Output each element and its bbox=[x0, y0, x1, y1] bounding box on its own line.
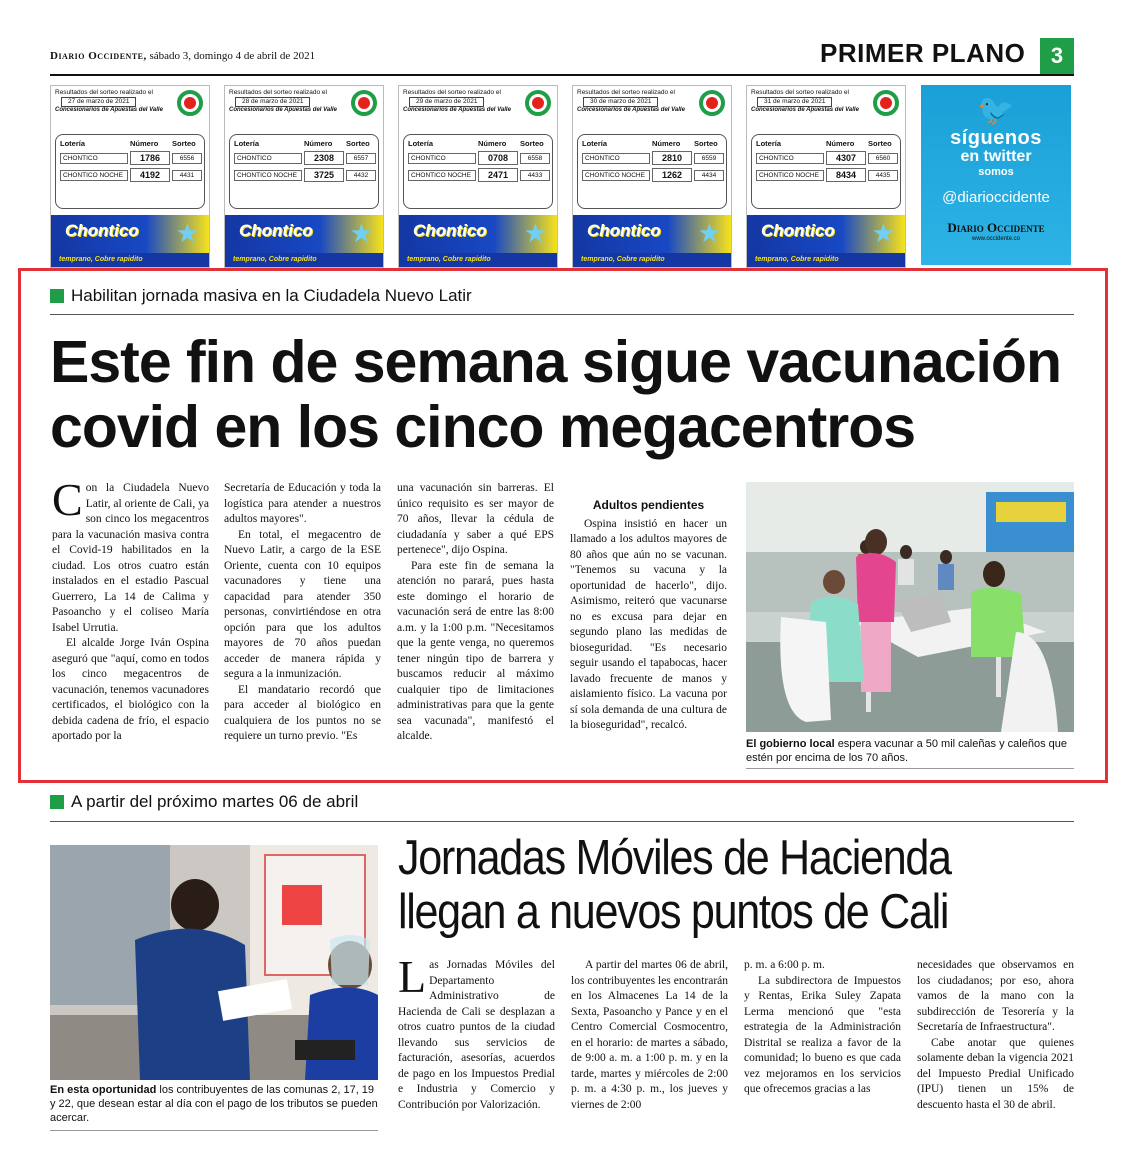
table-row bbox=[582, 151, 722, 165]
paragraph: Para este fin de semana la atención no parará, pues hasta este domingo el horario de vacunación será de entre las 8:00 a.m. y la 1:00 p.m. "Necesitamos que la gente venga, no queremos tener ningún tipo de barrera y buscamos reducir al máximo cualquier tipo de limitaciones administrativas para que la gente sea vacunada", manifestó el alcalde. bbox=[397, 559, 554, 742]
paragraph: p. m. a 6:00 p. m. bbox=[744, 959, 825, 971]
lottery-draw: 6556 bbox=[172, 153, 202, 164]
dropcap: C bbox=[52, 474, 83, 525]
twitter-handle: @diarioccidente bbox=[942, 189, 1050, 206]
col-sorteo: Sorteo bbox=[694, 139, 718, 148]
lottery-table-header bbox=[582, 139, 722, 148]
paragraph: En total, el megacentro de Nuevo Latir, a cargo de la ESE Oriente, cuenta con 10 equipos vacunadores y tiene una capacidad para atender 350 personas, convirtiéndose en otra opción para que los adultos mayores de 70 años puedan acceder de manera rápida y segura a la inmunización. bbox=[224, 528, 381, 680]
article2-headline bbox=[398, 832, 1084, 940]
chontico-logo: Chontico bbox=[239, 221, 313, 240]
lottery-result-card bbox=[746, 85, 906, 268]
lottery-draw: 4434 bbox=[694, 170, 724, 181]
lottery-name: CHONTICO bbox=[60, 153, 128, 164]
chontico-banner bbox=[225, 215, 383, 253]
table-row bbox=[60, 151, 200, 165]
lottery-number: 2471 bbox=[478, 168, 518, 182]
lottery-number: 4307 bbox=[826, 151, 866, 165]
article2-kicker-text: A partir del próximo martes 06 de abril bbox=[71, 792, 359, 811]
paragraph: Ospina insistió en hacer un llamado a los adultos mayores de 80 años que aún no se vacunan. "Tenemos su vacuna y la oportunidad de hacerlo", dijo. Asimismo, reiteró que vacunarse no es excusa para dejar en segundo plano las medidas de bioseguridad. "Es necesario seguir usando el tapabocas, hacer lavado frecuente de manos y aislamiento físico. La vacuna por sí sola demanda de una cultura de la bioseguridad", recalcó. bbox=[570, 517, 727, 731]
lottery-table bbox=[55, 134, 205, 209]
juegos-logo-icon bbox=[351, 90, 377, 116]
kicker-rule bbox=[50, 821, 1074, 822]
twitter-follow-text: síguenos bbox=[950, 127, 1042, 149]
lottery-table bbox=[577, 134, 727, 209]
col-sorteo: Sorteo bbox=[172, 139, 196, 148]
lottery-name: CHONTICO NOCHE bbox=[408, 170, 476, 181]
caption-lead: En esta oportunidad bbox=[50, 1084, 157, 1096]
article1-column-3 bbox=[397, 481, 554, 745]
col-sorteo: Sorteo bbox=[346, 139, 370, 148]
page-number: 3 bbox=[1040, 38, 1074, 74]
article2-headline-line2: llegan a nuevos puntos de Cali bbox=[398, 884, 949, 939]
table-row bbox=[756, 168, 896, 182]
chontico-logo: Chontico bbox=[587, 221, 661, 240]
col-numero: Número bbox=[652, 139, 681, 148]
lottery-draw: 4432 bbox=[346, 170, 376, 181]
lottery-result-card bbox=[224, 85, 384, 268]
lottery-header bbox=[51, 86, 209, 132]
lottery-table-header bbox=[60, 139, 200, 148]
juegos-logo-icon bbox=[525, 90, 551, 116]
chontico-slogan: temprano, Cobre rapidito bbox=[51, 253, 209, 267]
col-loteria: Lotería bbox=[234, 139, 260, 148]
lottery-number: 1262 bbox=[652, 168, 692, 182]
article2-column-4 bbox=[917, 958, 1074, 1113]
vaccination-photo bbox=[746, 482, 1074, 732]
twitter-url: www.occidente.co bbox=[971, 236, 1021, 242]
lottery-concession: Concesionarios de Apuestas del Valle bbox=[229, 107, 337, 114]
lottery-number: 2810 bbox=[652, 151, 692, 165]
twitter-line2: en twitter bbox=[960, 148, 1032, 165]
caption-rule bbox=[50, 1130, 378, 1131]
lottery-draw: 4433 bbox=[520, 170, 550, 181]
chontico-logo: Chontico bbox=[761, 221, 835, 240]
caption-lead: El gobierno local bbox=[746, 738, 835, 750]
article2-kicker bbox=[50, 792, 358, 812]
lottery-intro: Resultados del sorteo realizado el bbox=[403, 89, 501, 96]
section-title: PRIMER PLANO bbox=[820, 38, 1026, 68]
article1-photo-caption bbox=[746, 737, 1076, 765]
lottery-draw: 4435 bbox=[868, 170, 898, 181]
article1-column-4 bbox=[570, 498, 727, 734]
paragraph: necesidades que observamos en los ciudadanos; por eso, ahora vamos de la mano con la subdirección de Tesorería y la Secretaría de Infraestructura". bbox=[917, 959, 1074, 1033]
lottery-name: CHONTICO bbox=[408, 153, 476, 164]
masthead bbox=[50, 50, 315, 62]
article1-kicker-text: Habilitan jornada masiva en la Ciudadela Nuevo Latir bbox=[71, 286, 472, 305]
article1-column-2 bbox=[224, 481, 381, 745]
paragraph: La subdirectora de Impuestos y Rentas, Erika Suley Zapata Lerma mencionó que "esta estrategia de la Administración Distrital se realiza a favor de la comunidad; lo bueno es que cada vez mejoramos en los servicios que ofrecemos gracias a las bbox=[744, 974, 901, 1095]
lottery-number: 0708 bbox=[478, 151, 518, 165]
paragraph: El mandatario recordó que para acceder al biológico en cualquiera de los puntos no se requiere un turno previo. "Es bbox=[224, 683, 381, 742]
lottery-name: CHONTICO bbox=[756, 153, 824, 164]
article2-column-3 bbox=[744, 958, 901, 1098]
lottery-table-header bbox=[756, 139, 896, 148]
lottery-table-header bbox=[234, 139, 374, 148]
lottery-number: 4192 bbox=[130, 168, 170, 182]
lottery-table bbox=[229, 134, 379, 209]
lottery-name: CHONTICO bbox=[234, 153, 302, 164]
col-loteria: Lotería bbox=[756, 139, 782, 148]
lottery-concession: Concesionarios de Apuestas del Valle bbox=[55, 107, 163, 114]
table-row bbox=[756, 151, 896, 165]
col-sorteo: Sorteo bbox=[868, 139, 892, 148]
col-numero: Número bbox=[478, 139, 507, 148]
article1-headline bbox=[50, 330, 1080, 460]
green-square-icon bbox=[50, 289, 64, 303]
caption-text: los contribuyentes de las comunas 2, 17, 19 y 22, que desean estar al día con el pago de los tributos se pueden acercar. bbox=[50, 1084, 378, 1124]
table-row bbox=[408, 151, 548, 165]
lottery-header bbox=[225, 86, 383, 132]
twitter-line3: somos bbox=[978, 166, 1014, 178]
lottery-number: 8434 bbox=[826, 168, 866, 182]
col-numero: Número bbox=[130, 139, 159, 148]
lottery-name: CHONTICO NOCHE bbox=[234, 170, 302, 181]
masthead-brand: Diario Occidente, bbox=[50, 50, 147, 62]
lottery-draw: 6559 bbox=[694, 153, 724, 164]
lottery-name: CHONTICO NOCHE bbox=[60, 170, 128, 181]
article2-column-2 bbox=[571, 958, 728, 1113]
article1-column-1 bbox=[52, 474, 209, 745]
chontico-banner bbox=[747, 215, 905, 253]
table-row bbox=[234, 168, 374, 182]
lottery-date: 27 de marzo de 2021 bbox=[61, 97, 136, 107]
lottery-name: CHONTICO NOCHE bbox=[582, 170, 650, 181]
col-loteria: Lotería bbox=[408, 139, 434, 148]
table-row bbox=[60, 168, 200, 182]
lottery-table-header bbox=[408, 139, 548, 148]
lottery-header bbox=[399, 86, 557, 132]
lottery-table bbox=[403, 134, 553, 209]
paragraph: Cabe anotar que quienes solamente deban la vigencia 2021 del Impuesto Predial Unificado (IPU) tienen un 15% de descuento hasta el 30 de abril. bbox=[917, 1036, 1074, 1111]
lottery-number: 2308 bbox=[304, 151, 344, 165]
col-sorteo: Sorteo bbox=[520, 139, 544, 148]
lottery-result-card bbox=[572, 85, 732, 268]
chontico-slogan: temprano, Cobre rapidito bbox=[747, 253, 905, 267]
lottery-date: 31 de marzo de 2021 bbox=[757, 97, 832, 107]
table-row bbox=[408, 168, 548, 182]
col-loteria: Lotería bbox=[60, 139, 86, 148]
paragraph: on la Ciudadela Nuevo Latir, al oriente de Cali, ya son cinco los megacentros para la vacunación masiva contra el Covid-19 habilitados en la ciudad. Los otros cuatro están instalados en el estadio Pascual Guerrero, La 14 de Calima y Pasoancho y el coliseo María Isabel Urrutia. bbox=[52, 482, 209, 634]
chontico-banner bbox=[399, 215, 557, 253]
col-numero: Número bbox=[826, 139, 855, 148]
chontico-slogan: temprano, Cobre rapidito bbox=[225, 253, 383, 267]
col-numero: Número bbox=[304, 139, 333, 148]
lottery-date: 29 de marzo de 2021 bbox=[409, 97, 484, 107]
twitter-ad[interactable] bbox=[921, 85, 1071, 265]
article1-subhead: Adultos pendientes bbox=[592, 498, 705, 512]
juegos-logo-icon bbox=[699, 90, 725, 116]
article1-headline-line2: covid en los cinco megacentros bbox=[50, 393, 916, 460]
col-loteria: Lotería bbox=[582, 139, 608, 148]
lottery-draw: 6557 bbox=[346, 153, 376, 164]
lottery-intro: Resultados del sorteo realizado el bbox=[55, 89, 153, 96]
star-icon: ★ bbox=[871, 219, 895, 248]
table-row bbox=[582, 168, 722, 182]
article2-headline-line1: Jornadas Móviles de Hacienda bbox=[398, 831, 951, 885]
lottery-intro: Resultados del sorteo realizado el bbox=[751, 89, 849, 96]
paragraph: Secretaría de Educación y toda la logística para atender a nuestros adultos mayores". bbox=[224, 482, 381, 525]
lottery-concession: Concesionarios de Apuestas del Valle bbox=[751, 107, 859, 114]
star-icon: ★ bbox=[523, 219, 547, 248]
paragraph: as Jornadas Móviles del Departamento Administrativo de Hacienda de Cali se desplazan a otros cuatro puntos de la ciudad llevando sus servicios de facturación, asesorías, acuerdos de pago en los Impuestos Predial e Industria y Comercio y Contribución por Valorización. bbox=[398, 959, 555, 1111]
chontico-logo: Chontico bbox=[413, 221, 487, 240]
lottery-concession: Concesionarios de Apuestas del Valle bbox=[577, 107, 685, 114]
lottery-header bbox=[573, 86, 731, 132]
lottery-name: CHONTICO NOCHE bbox=[756, 170, 824, 181]
paragraph: una vacunación sin barreras. El único requisito es ser mayor de 70 años, llevar la cédula de ciudadanía y saber a qué EPS pertenece", dijo Ospina. bbox=[397, 482, 554, 556]
juegos-logo-icon bbox=[873, 90, 899, 116]
chontico-slogan: temprano, Cobre rapidito bbox=[573, 253, 731, 267]
chontico-banner bbox=[573, 215, 731, 253]
star-icon: ★ bbox=[175, 219, 199, 248]
lottery-table bbox=[751, 134, 901, 209]
lottery-concession: Concesionarios de Apuestas del Valle bbox=[403, 107, 511, 114]
twitter-bird-icon: 🐦 bbox=[977, 94, 1015, 127]
lottery-intro: Resultados del sorteo realizado el bbox=[229, 89, 327, 96]
lottery-name: CHONTICO bbox=[582, 153, 650, 164]
lottery-header bbox=[747, 86, 905, 132]
caption-text: espera vacunar a 50 mil caleñas y caleños que estén por encima de los 70 años. bbox=[746, 738, 1067, 764]
star-icon: ★ bbox=[349, 219, 373, 248]
chontico-banner bbox=[51, 215, 209, 253]
lottery-date: 28 de marzo de 2021 bbox=[235, 97, 310, 107]
article1-headline-line1: Este fin de semana sigue vacunación bbox=[50, 329, 1061, 395]
chontico-slogan: temprano, Cobre rapidito bbox=[399, 253, 557, 267]
twitter-brand-logo: Diario Occidente bbox=[947, 220, 1045, 235]
lottery-draw: 4431 bbox=[172, 170, 202, 181]
article1-kicker bbox=[50, 286, 472, 306]
lottery-draw: 6558 bbox=[520, 153, 550, 164]
lottery-intro: Resultados del sorteo realizado el bbox=[577, 89, 675, 96]
juegos-logo-icon bbox=[177, 90, 203, 116]
article2-photo-caption bbox=[50, 1083, 380, 1125]
lottery-result-card bbox=[50, 85, 210, 268]
lottery-number: 1786 bbox=[130, 151, 170, 165]
lottery-number: 3725 bbox=[304, 168, 344, 182]
masthead-date: sábado 3, domingo 4 de abril de 2021 bbox=[149, 50, 316, 62]
star-icon: ★ bbox=[697, 219, 721, 248]
lottery-result-card bbox=[398, 85, 558, 268]
hacienda-photo bbox=[50, 845, 378, 1080]
chontico-logo: Chontico bbox=[65, 221, 139, 240]
dropcap: L bbox=[398, 951, 427, 1002]
lottery-draw: 6560 bbox=[868, 153, 898, 164]
paragraph: El alcalde Jorge Iván Ospina aseguró que "aquí, como en todos los cinco megacentros de vacunación, tenemos vacunadores certificados, el biológico con la debida cadena de frío, el espacio aportado por la bbox=[52, 637, 209, 742]
green-square-icon bbox=[50, 795, 64, 809]
header-rule bbox=[50, 74, 1074, 76]
article2-column-1 bbox=[398, 951, 555, 1113]
paragraph: A partir del martes 06 de abril, los contribuyentes les encontrarán en los Almacenes La 14 de la Sexta, Pasoancho y Pance y en el Centro Comercial Cosmocentro, en el horario: de martes a sábado, de 9:00 a. m. a 1:00 p. m. y en la tarde, martes y miércoles de 2:00 p. m. a 4:30 p. m., los jueves y viernes de 2:00 bbox=[571, 959, 728, 1111]
caption-rule bbox=[746, 768, 1074, 769]
kicker-rule bbox=[50, 314, 1074, 315]
lottery-date: 30 de marzo de 2021 bbox=[583, 97, 658, 107]
table-row bbox=[234, 151, 374, 165]
